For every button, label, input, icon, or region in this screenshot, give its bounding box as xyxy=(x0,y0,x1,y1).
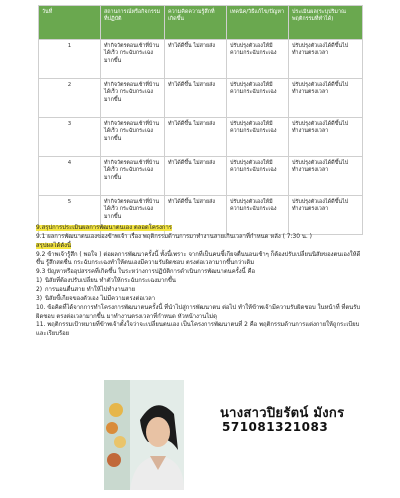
summary-heading xyxy=(36,224,366,233)
cell-evaluation: ปรับปรุงตัวเองได้ดีขึ้นไปทำงานตรงเวลา xyxy=(289,118,363,157)
cell-feeling: ทำได้ดีขึ้น ไม่สายส่ง xyxy=(165,79,227,118)
cell-technique: ปรับปรุงตัวเองให้มีความกระฉับกระเฉง xyxy=(227,40,289,79)
author-photo xyxy=(104,380,184,490)
cell-activity: ทำกิจวัตรตอนเช้าที่บ้านได้เร็ว กระฉับกระเฉงมากขึ้น xyxy=(101,79,165,118)
table-row xyxy=(39,118,363,157)
list-item xyxy=(36,286,366,295)
cell-technique: ปรับปรุงตัวเองให้มีความกระฉับกระเฉง xyxy=(227,157,289,196)
problem-list xyxy=(36,277,366,304)
list-item xyxy=(36,277,366,286)
cell-activity: ทำกิจวัตรตอนเช้าที่บ้านได้เร็ว กระฉับกระเฉงมากขึ้น xyxy=(101,196,165,235)
list-text: นิสัยที่ต้องปรับเปลี่ยน ทำตัวให้กระฉับกระเฉงมากขึ้น xyxy=(45,278,176,285)
cell-activity: ทำกิจวัตรตอนเช้าที่บ้านได้เร็ว กระฉับกระเฉงมากขึ้น xyxy=(101,40,165,79)
list-number: 1) xyxy=(36,278,43,285)
list-number: 2) xyxy=(36,287,43,294)
student-id: 571081321083 xyxy=(222,420,329,434)
cell-activity: ทำกิจวัตรตอนเช้าที่บ้านได้เร็ว กระฉับกระเฉงมากขึ้น xyxy=(101,118,165,157)
paragraph-10: 10. ข้อคิดที่ได้จากการทำโครงการพัฒนาตนครั้งนี้ ที่นำไปสู่การพัฒนาตน ต่อไป ทำให้ข้าพเจ้ามีความรับผิดชอบ ในหน้าที่ ที่ตนรับผิดชอบ ตรงต่อเวลามากขึ้น มาทำงานตรงเวลาที่กำหนด หัวหน้างานไม่ดุ xyxy=(36,304,361,320)
cell-evaluation: ปรับปรุงตัวเองได้ดีขึ้นไปทำงานตรงเวลา xyxy=(289,79,363,118)
cell-evaluation: ปรับปรุงตัวเองได้ดีขึ้นไปทำงานตรงเวลา xyxy=(289,157,363,196)
behavior-log-table xyxy=(38,5,363,235)
paragraph-9-3: 9.3 ปัญหาหรืออุปสรรคที่เกิดขึ้น ในระหว่างการปฏิบัติการดำเนินการพัฒนาตนครั้งนี้ คือ xyxy=(36,269,256,276)
header-technique: เทคนิค/วิธีแก้ไข/ปัญหา xyxy=(227,6,289,40)
portrait-image xyxy=(104,380,184,490)
cell-day: 2 xyxy=(39,79,101,118)
list-text: การนอนตื่นสาย ทำให้ไปทำงานสาย xyxy=(45,287,136,294)
paragraph-9-2: 9.2 ข้าพเจ้ารู้สึก ( พอใจ ) ต่อผลการพัฒนาครั้งนี้ ทั้งนี้เพราะ จากที่เป็นคนชี้เกียจตื่นนอนเช้าๆ ก็ต้องปรับเปลี่ยนนิสัยของตนเองให้ดีขึ้น รู้สึกสดชื่น กระฉับกระเฉงทำให้ตนเองมีความรับผิดชอบ ตรงต่อเวลามากขึ้นกว่าเดิม xyxy=(36,251,361,267)
cell-day: 1 xyxy=(39,40,101,79)
cell-activity: ทำกิจวัตรตอนเช้าที่บ้านได้เร็ว กระฉับกระเฉงมากขึ้น xyxy=(101,157,165,196)
cell-evaluation: ปรับปรุงตัวเองได้ดีขึ้นไปทำงานตรงเวลา xyxy=(289,196,363,235)
header-day: วันที่ xyxy=(39,6,101,40)
paragraph-9-1: 9.1 ผลการพัฒนาตนเองของข้าพเจ้า เรื่อง พฤติกรรมด้านการมาทำงานสายเกินเวลาที่กำหนด หลัง ( 7:30 น. ) xyxy=(36,233,312,240)
cell-technique: ปรับปรุงตัวเองให้มีความกระฉับกระเฉง xyxy=(227,79,289,118)
result-highlight: สรุปผลได้ดังนี้ xyxy=(36,242,72,249)
cell-technique: ปรับปรุงตัวเองให้มีความกระฉับกระเฉง xyxy=(227,118,289,157)
cell-day: 3 xyxy=(39,118,101,157)
header-activity: สถานการณ์หรือกิจกรรมที่ปฏิบัติ xyxy=(101,6,165,40)
author-name: นางสาวปิยรัตน์ มังกร xyxy=(220,406,345,421)
header-evaluation: ประเมินผล(ระบุปริมาณพฤติกรรมที่ทำได้) xyxy=(289,6,363,40)
header-feeling: ความคิดความรู้สึกที่เกิดขึ้น xyxy=(165,6,227,40)
table-row xyxy=(39,40,363,79)
cell-technique: ปรับปรุงตัวเองให้มีความกระฉับกระเฉง xyxy=(227,196,289,235)
table-row xyxy=(39,157,363,196)
cell-feeling: ทำได้ดีขึ้น ไม่สายส่ง xyxy=(165,118,227,157)
paragraph-11: 11. พฤติกรรมเป้าหมายที่ข้าพเจ้าตั้งใจว่าจะเปลี่ยนตนเอง เป็นโครงการพัฒนาตนที่ 2 คือ พฤติกรรมด้านการแต่งกายให้ถูกระเบียบ และเรียบร้อย xyxy=(36,322,360,338)
list-number: 3) xyxy=(36,295,43,302)
list-text: นิสัยขี้เกียจของตัวเอง ไม่มีความตรงต่อเวลา xyxy=(45,295,156,302)
cell-evaluation: ปรับปรุงตัวเองได้ดีขึ้นไปทำงานตรงเวลา xyxy=(289,40,363,79)
cell-day: 4 xyxy=(39,157,101,196)
list-item xyxy=(36,295,366,304)
table-row xyxy=(39,79,363,118)
cell-feeling: ทำได้ดีขึ้น ไม่สายส่ง xyxy=(165,40,227,79)
paragraph-9-1-result xyxy=(36,242,366,251)
summary-section xyxy=(36,224,366,339)
cell-feeling: ทำได้ดีขึ้น ไม่สายส่ง xyxy=(165,157,227,196)
summary-heading-text: 9.สรุปการประเมินผลการพัฒนาตนเอง ตลอดโครงการ xyxy=(36,225,172,231)
cell-feeling: ทำได้ดีขึ้น ไม่สายส่ง xyxy=(165,196,227,235)
cell-day: 5 xyxy=(39,196,101,235)
table-header-row xyxy=(39,6,363,40)
